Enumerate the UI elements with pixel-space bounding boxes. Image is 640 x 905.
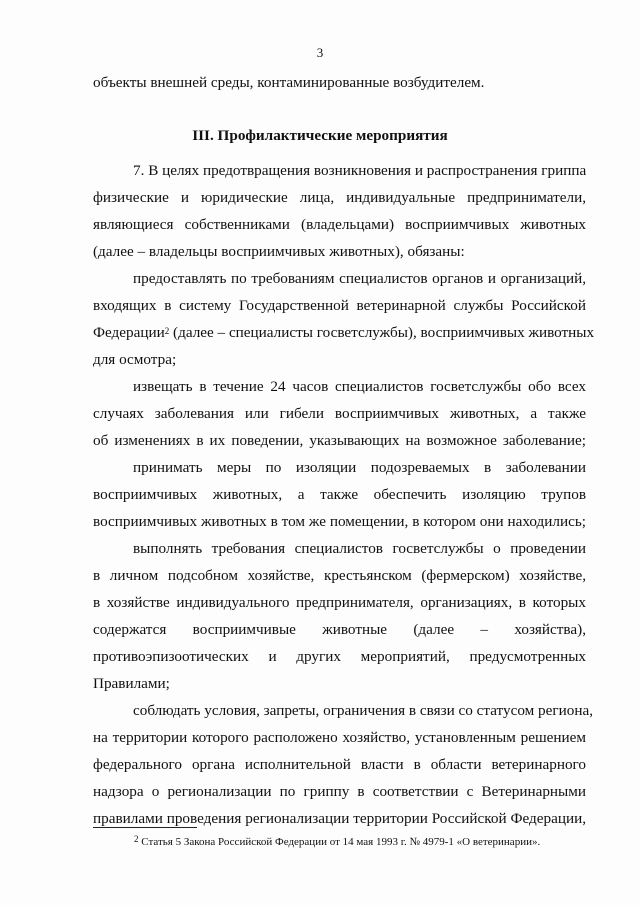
text-line: для осмотра; bbox=[93, 351, 177, 368]
footnote bbox=[134, 836, 540, 848]
text-line: предоставлять по требованиям специалистов органов и организаций, bbox=[133, 270, 586, 287]
text-line: (далее – владельцы восприимчивых животных), обязаны: bbox=[93, 243, 465, 260]
text-fragment: Федерации bbox=[93, 324, 165, 341]
text-line: надзора о регионализации по гриппу в соответствии с Ветеринарными bbox=[93, 783, 586, 800]
text-line: принимать меры по изоляции подозреваемых в заболевании bbox=[133, 459, 586, 476]
text-fragment: (далее – специалисты госветслужбы), восприимчивых животных bbox=[169, 324, 595, 341]
footnote-text: Статья 5 Закона Российской Федерации от 14 мая 1993 г. № 4979-1 «О ветеринарии». bbox=[138, 836, 541, 848]
text-line: 7. В целях предотвращения возникновения и распространения гриппа bbox=[133, 162, 587, 179]
text-line: Правилами; bbox=[93, 675, 170, 692]
text-line: об изменениях в их поведении, указывающих на возможное заболевание; bbox=[93, 432, 586, 449]
text-line: входящих в систему Государственной ветеринарной службы Российской bbox=[93, 297, 586, 314]
footnote-mark: 2 bbox=[134, 834, 139, 844]
text-line bbox=[93, 324, 595, 342]
text-line: в хозяйстве индивидуального предпринимателя, организациях, в которых bbox=[93, 594, 586, 611]
footnote-separator bbox=[93, 827, 197, 828]
text-line: выполнять требования специалистов госветслужбы о проведении bbox=[133, 540, 586, 557]
text-line: правилами проведения регионализации территории Российской Федерации, bbox=[93, 810, 586, 827]
text-line: соблюдать условия, запреты, ограничения в связи со статусом региона, bbox=[133, 702, 593, 719]
text-line: восприимчивых животных, а также обеспечить изоляцию трупов bbox=[93, 486, 586, 503]
page-number: 3 bbox=[316, 45, 324, 60]
section-title: III. Профилактические мероприятия bbox=[192, 127, 448, 144]
text-line: федерального органа исполнительной власти в области ветеринарного bbox=[93, 756, 586, 773]
text-line: содержатся восприимчивые животные (далее – хозяйства), bbox=[93, 621, 586, 638]
text-line: противоэпизоотических и других мероприятий, предусмотренных bbox=[93, 648, 586, 665]
text-line: являющиеся собственниками (владельцами) восприимчивых животных bbox=[93, 216, 586, 233]
text-line: в личном подсобном хозяйстве, крестьянском (фермерском) хозяйстве, bbox=[93, 567, 586, 584]
text-line: случаях заболевания или гибели восприимчивых животных, а также bbox=[93, 405, 586, 422]
text-line: извещать в течение 24 часов специалистов госветслужбы обо всех bbox=[133, 378, 586, 395]
footnote-ref: 2 bbox=[164, 326, 170, 336]
text-line: объекты внешней среды, контаминированные возбудителем. bbox=[93, 74, 485, 91]
text-line: физические и юридические лица, индивидуальные предприниматели, bbox=[93, 189, 586, 206]
text-line: восприимчивых животных в том же помещении, в котором они находились; bbox=[93, 513, 586, 530]
text-line: на территории которого расположено хозяйство, установленным решением bbox=[93, 729, 586, 746]
